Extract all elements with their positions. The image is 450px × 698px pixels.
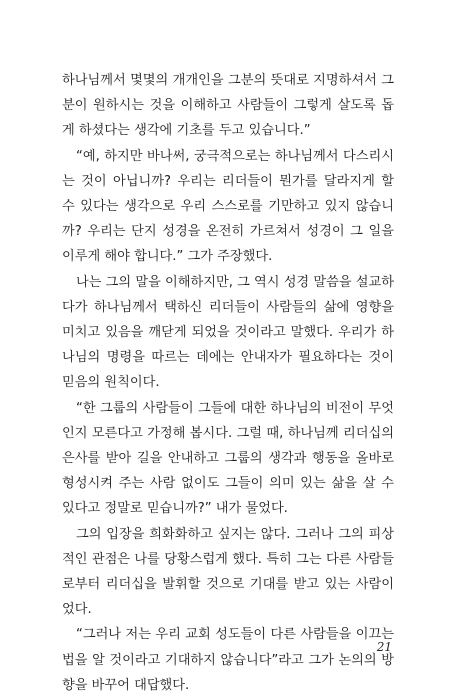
paragraph-6: “그러나 저는 우리 교회 성도들이 다른 사람들을 이끄는 법을 알 것이라고 기대하지 않습니다”라고 그가 논의의 방향을 바꾸어 대답했다.	[62, 627, 394, 693]
page-number: 21	[376, 640, 392, 654]
paragraph-3: 나는 그의 말을 이해하지만, 그 역시 성경 말씀을 설교하다가 하나님께서 택하신 리더들이 사람들의 삶에 영향을 미치고 있음을 깨닫게 되었을 것이라고 말했다. 우리가 하나님의 명령을 따르는 데에는 안내자가 필요하다는 것이 믿음의 원칙이다.	[62, 274, 394, 391]
paragraph-5: 그의 입장을 희화화하고 싶지는 않다. 그러나 그의 피상적인 관점은 나를 당황스럽게 했다. 특히 그는 다른 사람들로부터 리더십을 발휘할 것으로 기대를 받고 있는 사람이었다.	[62, 526, 394, 618]
paragraph-1: 하나님께서 몇몇의 개개인을 그분의 뜻대로 지명하셔서 그분이 원하시는 것을 이해하고 사람들이 그렇게 살도록 돕게 하셨다는 생각에 기초를 두고 있습니다.”	[62, 73, 394, 139]
paragraph-4: “한 그룹의 사람들이 그들에 대한 하나님의 비전이 무엇인지 모른다고 가정해 봅시다. 그럴 때, 하나님께 리더십의 은사를 받아 길을 안내하고 그룹의 생각과 행동을 올바로 형성시켜 주는 사람 없이도 그들이 의미 있는 삶을 살 수 있다고 정말로 믿습니까?” 내가 물었다.	[62, 400, 394, 517]
body-text	[62, 68, 394, 698]
paragraph-2: “예, 하지만 바나써, 궁극적으로는 하나님께서 다스리시는 것이 아닙니까? 우리는 리더들이 뭔가를 달라지게 할 수 있다는 생각으로 우리 스스로를 기만하고 있지 않습니까? 우리는 단지 성경을 온전히 가르쳐서 성경이 그 일을 이루게 해야 합니다.” 그가 주장했다.	[62, 148, 394, 265]
